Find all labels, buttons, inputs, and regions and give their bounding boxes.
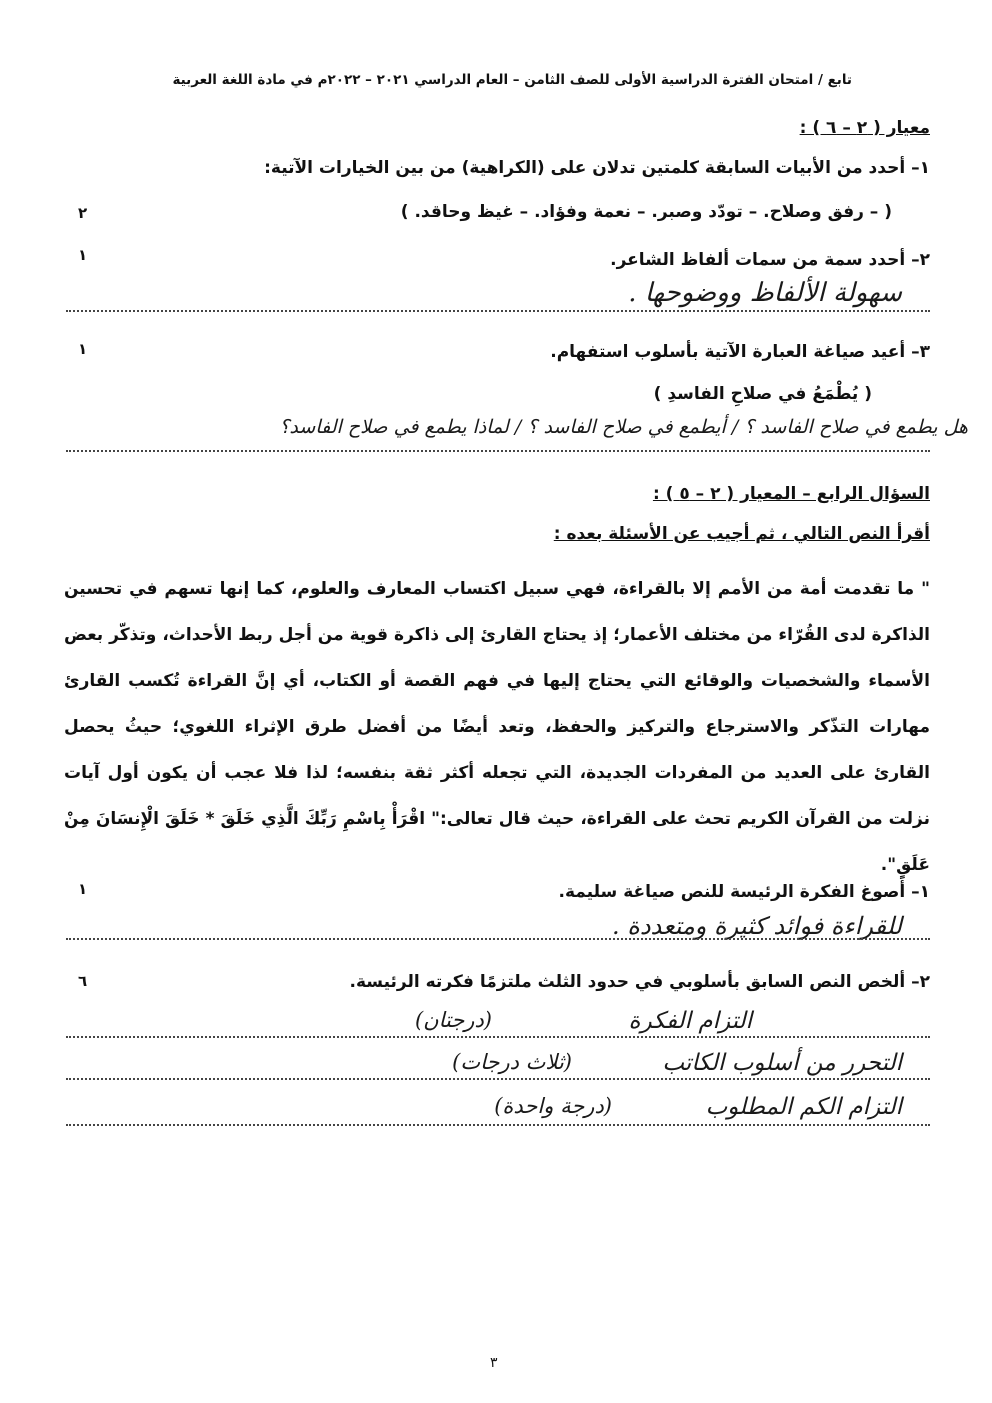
section2-q1-text: ١– أصوغ الفكرة الرئيسة للنص صياغة سليمة.: [558, 882, 930, 902]
section1-q1-score: ٢: [78, 204, 88, 222]
rubric-marks-3: (درجة واحدة): [494, 1094, 612, 1118]
section1-q3-quote: ( يُطْمَعُ في صلاحِ الفاسدِ ): [653, 384, 872, 404]
section1-q1-options: ( – رفق وصلاح. – تودّد وصبر. – نعمة وفؤاد. – غيظ وحاقد. ): [400, 202, 892, 222]
section2-q2-text: ٢– ألخص النص السابق بأسلوبي في حدود الثلث ملتزمًا فكرته الرئيسة.: [349, 972, 930, 992]
answer-line: [66, 310, 930, 312]
section2-q1-handwritten-answer: للقراءة فوائد كثيرة ومتعددة .: [612, 912, 902, 940]
section1-q3-text: ٣– أعيد صياغة العبارة الآتية بأسلوب استفهام.: [550, 342, 930, 362]
section1-title: معيار ( ٢ – ٦ ) :: [799, 118, 930, 138]
rubric-marks-2: (ثلاث درجات): [452, 1050, 572, 1074]
section2-instruction: أقرأ النص التالي ، ثم أجيب عن الأسئلة بعده :: [553, 524, 930, 544]
section1-q1-text: ١– أحدد من الأبيات السابقة كلمتين تدلان على (الكراهية) من بين الخيارات الآتية:: [264, 158, 930, 178]
section1-q2-handwritten-answer: سهولة الألفاظ ووضوحها .: [628, 278, 902, 308]
section1-q2-text: ٢– أحدد سمة من سمات ألفاظ الشاعر.: [610, 250, 930, 270]
exam-header: تابع / امتحان الفترة الدراسية الأولى للصف الثامن – العام الدراسي ٢٠٢١ – ٢٠٢٢م في مادة اللغة العربية: [172, 72, 852, 88]
rubric-item-2: التحرر من أسلوب الكاتب: [662, 1050, 902, 1076]
rubric-item-3: التزام الكم المطلوب: [705, 1094, 902, 1120]
answer-line: [66, 450, 930, 452]
rubric-marks-1: (درجتان): [414, 1008, 492, 1032]
section2-q2-score: ٦: [78, 972, 88, 990]
section1-q3-handwritten-answer: هل يطمع في صلاح الفاسد ؟ / أيطمع في صلاح الفاسد ؟ / لماذا يطمع في صلاح الفاسد؟: [279, 416, 968, 438]
section1-q3-score: ١: [78, 340, 88, 358]
answer-line: [66, 1078, 930, 1080]
section2-q1-score: ١: [78, 880, 88, 898]
section1-q2-score: ١: [78, 246, 88, 264]
reading-passage: " ما تقدمت أمة من الأمم إلا بالقراءة، فهي سبيل اكتساب المعارف والعلوم، كما إنها تسهم في تحسين الذاكرة لدى القُرّاء من مختلف الأعمار؛ إذ يحتاج القارئ إلى ذاكرة قوية من أجل ربط الأحداث، وتذكّر بعض الأسماء والشخصيات والوقائع التي يحتاج إليها في فهم القصة أو الكتاب، أي إنَّ القراءة تُكسب القارئ مهارات التذّكر والاسترجاع والتركيز والحفظ، وتعد أيضًا من أفضل طرق الإثراء اللغوي؛ حيثُ يحصل القارئ على العديد من المفردات الجديدة، التي تجعله أكثر ثقة بنفسه؛ لذا فلا عجب أن يكون أول آيات نزلت من القرآن الكريم تحث على القراءة، حيث قال تعالى:" اقْرَأْ بِاسْمِ رَبِّكَ الَّذِي خَلَقَ * خَلَقَ الْإِنسَانَ مِنْ عَلَقٍ".: [64, 579, 930, 875]
page-number: ٣: [490, 1355, 498, 1371]
answer-line: [66, 938, 930, 940]
answer-line: [66, 1124, 930, 1126]
answer-line: [66, 1036, 930, 1038]
section2-title: السؤال الرابع – المعيار ( ٢ – ٥ ) :: [652, 484, 930, 504]
rubric-item-1: التزام الفكرة: [628, 1008, 752, 1034]
